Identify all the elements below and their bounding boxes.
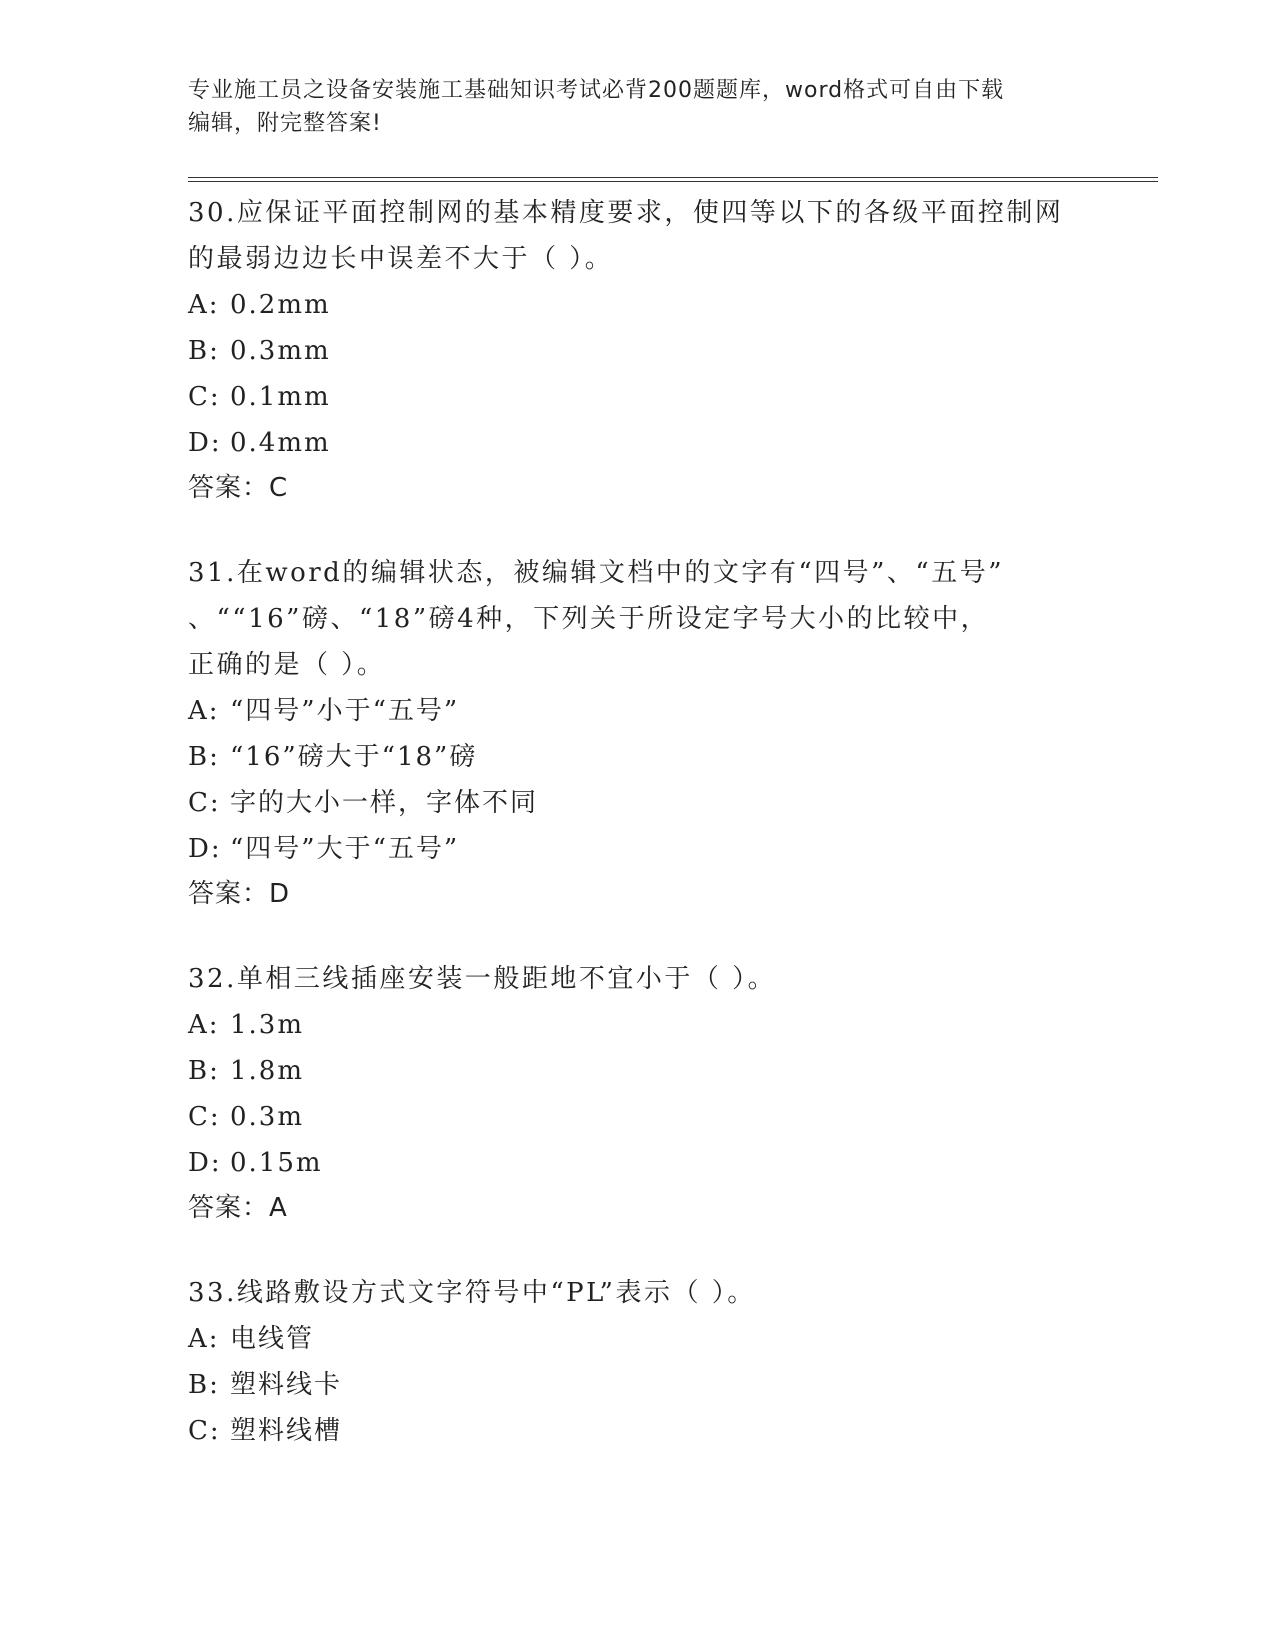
question-31 bbox=[188, 550, 1158, 916]
option-d bbox=[188, 826, 1158, 872]
option-text: “16”磅大于“18”磅 bbox=[230, 742, 478, 772]
question-list bbox=[188, 190, 1158, 1494]
option-text: “四号”大于“五号” bbox=[230, 834, 460, 864]
option-text: 字的大小一样，字体不同 bbox=[230, 788, 539, 818]
option-a bbox=[188, 1316, 1158, 1362]
option-b bbox=[188, 1362, 1158, 1408]
answer-text: 答案：D bbox=[188, 879, 291, 909]
header-divider-top bbox=[188, 177, 1158, 178]
option-text: 0.3mm bbox=[230, 336, 331, 366]
answer-text: 答案：A bbox=[188, 1193, 288, 1223]
option-key: A: bbox=[188, 290, 220, 320]
option-a bbox=[188, 282, 1158, 328]
option-key: B: bbox=[188, 336, 220, 366]
option-key: A: bbox=[188, 696, 220, 726]
option-key: B: bbox=[188, 1370, 220, 1400]
document-header bbox=[188, 74, 1068, 140]
option-d bbox=[188, 420, 1158, 466]
option-key: C: bbox=[188, 1416, 221, 1446]
option-key: D: bbox=[188, 834, 222, 864]
question-text: 、““16”磅、“18”磅4种，下列关于所设定字号大小的比较中， bbox=[188, 604, 990, 634]
option-key: B: bbox=[188, 742, 220, 772]
header-line-2: 编辑，附完整答案! bbox=[188, 111, 382, 136]
option-text: 0.2mm bbox=[230, 290, 331, 320]
option-key: C: bbox=[188, 1102, 221, 1132]
option-a bbox=[188, 688, 1158, 734]
question-text: 正确的是（ ）。 bbox=[188, 650, 386, 680]
question-text: 30.应保证平面控制网的基本精度要求，使四等以下的各级平面控制网 bbox=[188, 198, 1064, 228]
option-d bbox=[188, 1140, 1158, 1186]
question-text: 31.在word的编辑状态，被编辑文档中的文字有“四号”、“五号” bbox=[188, 558, 1004, 588]
option-text: 塑料线槽 bbox=[230, 1416, 343, 1446]
option-text: 0.1mm bbox=[230, 382, 331, 412]
question-text: 的最弱边边长中误差不大于（ ）。 bbox=[188, 244, 614, 274]
option-text: 0.4mm bbox=[230, 428, 331, 458]
option-text: 0.15m bbox=[230, 1148, 323, 1178]
option-text: 0.3m bbox=[230, 1102, 305, 1132]
option-key: D: bbox=[188, 1148, 222, 1178]
question-text: 32.单相三线插座安装一般距地不宜小于（ ）。 bbox=[188, 964, 777, 994]
option-c bbox=[188, 1094, 1158, 1140]
option-c bbox=[188, 1408, 1158, 1454]
answer-text: 答案：C bbox=[188, 473, 289, 503]
option-text: 电线管 bbox=[230, 1324, 315, 1354]
option-text: 1.8m bbox=[230, 1056, 305, 1086]
question-30 bbox=[188, 190, 1158, 510]
option-a bbox=[188, 1002, 1158, 1048]
option-text: 塑料线卡 bbox=[230, 1370, 343, 1400]
option-key: C: bbox=[188, 788, 221, 818]
option-key: A: bbox=[188, 1010, 220, 1040]
option-text: 1.3m bbox=[230, 1010, 305, 1040]
option-b bbox=[188, 328, 1158, 374]
option-c bbox=[188, 374, 1158, 420]
option-b bbox=[188, 734, 1158, 780]
option-key: B: bbox=[188, 1056, 220, 1086]
option-key: A: bbox=[188, 1324, 220, 1354]
question-33 bbox=[188, 1270, 1158, 1454]
option-text: “四号”小于“五号” bbox=[230, 696, 460, 726]
header-divider-bottom bbox=[188, 181, 1158, 182]
question-32 bbox=[188, 956, 1158, 1230]
option-c bbox=[188, 780, 1158, 826]
header-line-1: 专业施工员之设备安装施工基础知识考试必背200题题库，word格式可自由下载 bbox=[188, 78, 1005, 103]
option-key: D: bbox=[188, 428, 222, 458]
option-key: C: bbox=[188, 382, 221, 412]
option-b bbox=[188, 1048, 1158, 1094]
question-text: 33.线路敷设方式文字符号中“PL”表示（ ）。 bbox=[188, 1278, 756, 1308]
